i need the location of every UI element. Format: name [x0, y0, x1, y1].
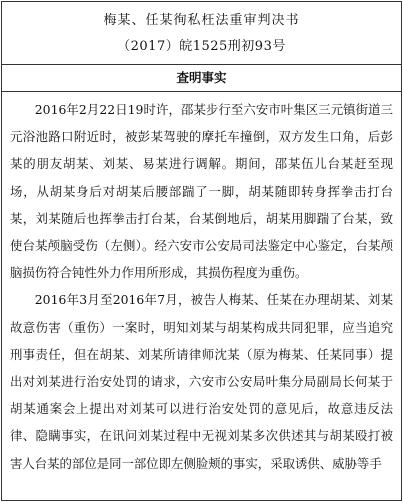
- paragraph-defendants: 2016年3月至2016年7月，被告人梅某、任某在办理胡某、刘某故意伤害（重伤）一案时，明知刘某与胡某构成共同犯罪，应当追究刑事责任，但在胡某、刘某所请律师沈某（原为梅某、任某同事）提出对刘某进行治安处罚的请求，六安市公安局叶集分局副局长何某于胡某通案会上提出对刘某可以进行治安处罚的意见后，故意违反法律、隐瞒事实，在讯问刘某过程中无视刘某多次供述其与胡某殴打被害人台某的部位是同一部位即左侧脸颊的事实，采取诱供、威胁等手: [10, 292, 393, 471]
- paragraph-incident: 2016年2月22日19时许，邵某步行至六安市叶集区三元镇街道三元浴池路口附近时，被彭某驾驶的摩托车撞倒，双方发生口角，后彭某的朋友胡某、刘某、易某进行调解。期间，邵某伍儿台某赶至现场，从胡某身后对胡某后腰部踹了一脚，胡某随即转身挥拳击打台某，刘某随后也挥拳击打台某，台某倒地后，胡某用脚踹了台某，致使台某颅脑受伤（左侧）。经六安市公安局司法鉴定中心鉴定，台某颅脑损伤符合钝性外力作用所形成，其损伤程度为重伤。: [10, 102, 393, 281]
- document-body: [2, 92, 401, 477]
- judgment-document: [1, 1, 402, 501]
- document-header: [2, 2, 401, 65]
- document-title: 梅某、任某徇私枉法重审判决书: [103, 13, 300, 28]
- case-number: （2017）皖1525刑初93号: [117, 39, 286, 54]
- section-heading: 查明事实: [2, 65, 401, 92]
